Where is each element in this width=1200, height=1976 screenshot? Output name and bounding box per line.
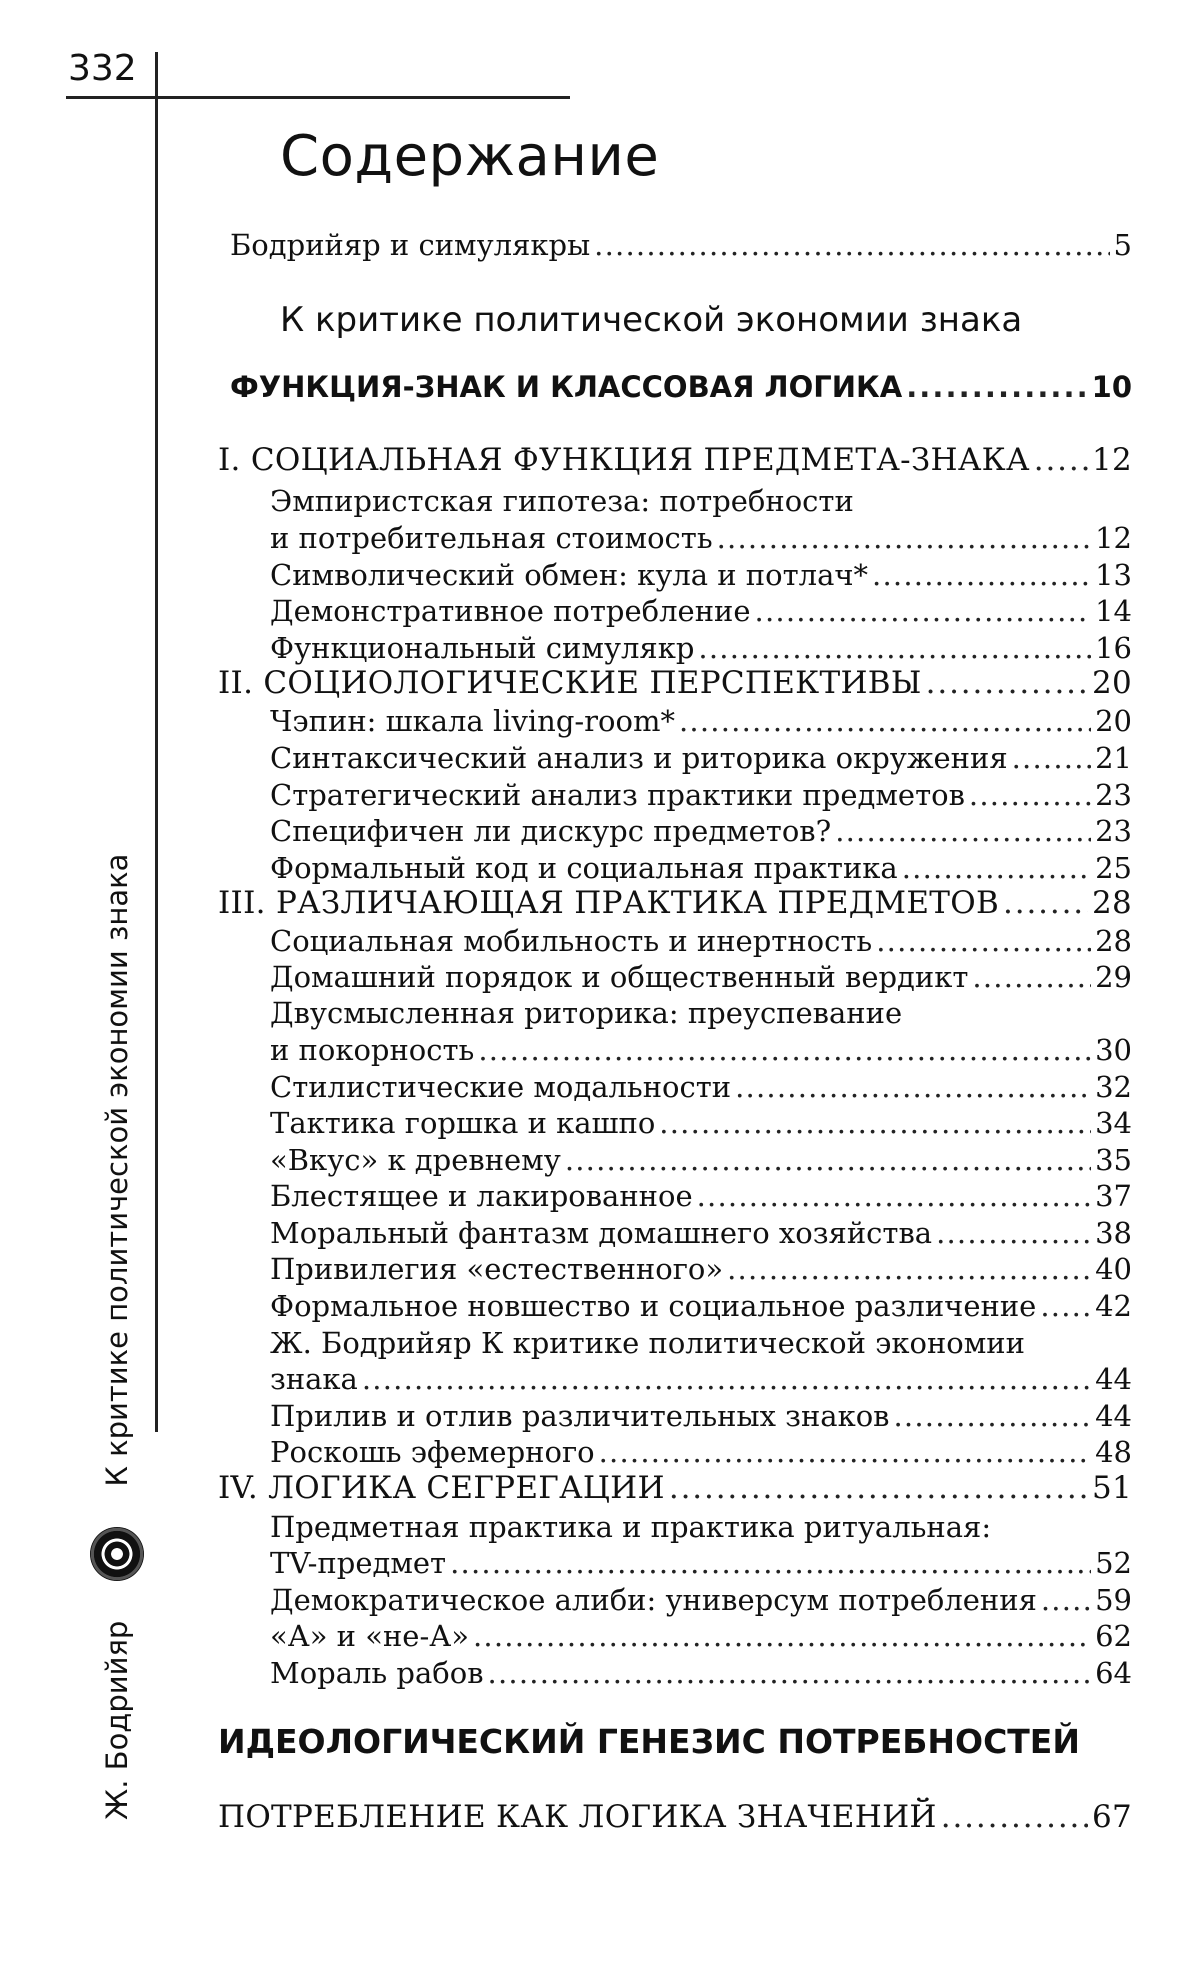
toc-entry-page: 52 [1095,1546,1132,1580]
toc-entry [270,960,1132,994]
toc-entry-page: 42 [1095,1289,1132,1323]
toc-entry [270,1399,1132,1433]
toc-entry-title: Стилистические модальности [270,1070,732,1104]
toc-entry [270,1070,1132,1104]
toc-entry-page: 21 [1095,741,1132,775]
toc-entry-title: Формальный код и социальная практика [270,851,898,885]
toc-entry-page: 30 [1095,1033,1132,1067]
toc-entry [270,1252,1132,1286]
leader-dots [926,666,1088,700]
toc-entry-title: Моральный фантазм домашнего хозяйства [270,1216,933,1250]
toc-entry [270,558,1132,592]
toc-entry-page: 28 [1095,924,1132,958]
toc-entry-title: Функциональный симулякр [270,631,695,665]
leader-dots [872,558,1091,592]
toc-entry-page: 62 [1095,1619,1132,1653]
part-title: К критике политической экономии знака [280,300,1023,340]
toc-entry [218,1722,1080,1761]
toc-entry [270,1033,1132,1067]
page-title: Содержание [280,124,660,189]
toc-entry [270,924,1132,958]
toc-entry [230,370,1132,404]
toc-entry [270,1326,1025,1360]
toc-entry-title: Символический обмен: кула и потлач* [270,558,869,592]
toc-intro-page: 5 [1113,228,1132,262]
leader-dots [1041,1583,1091,1617]
toc-entry-title: ФУНКЦИЯ-ЗНАК И КЛАССОВАЯ ЛОГИКА [230,370,903,404]
toc-entry-title: Двусмысленная риторика: преуспевание [270,996,903,1030]
toc-entry [270,594,1132,628]
toc-entry-title: «А» и «не-А» [270,1619,469,1653]
toc-entry [270,521,1132,555]
toc-entry-title: Предметная практика и практика ритуальная: [270,1510,992,1544]
toc-entry-page: 35 [1095,1143,1132,1177]
toc-entry-title: Домашний порядок и общественный вердикт [270,960,969,994]
toc-entry-title: III. РАЗЛИЧАЮЩАЯ ПРАКТИКА ПРЕДМЕТОВ [218,885,1000,921]
toc-entry [270,1510,991,1544]
toc-entry-page: 48 [1095,1435,1132,1469]
leader-dots [902,851,1091,885]
leader-dots [450,1546,1091,1580]
toc-entry-page: 51 [1091,1470,1132,1506]
leader-dots [727,1252,1091,1286]
leader-dots [1040,1289,1091,1323]
toc-entry-title: и покорность [270,1033,475,1067]
toc-entry-title: и потребительная стоимость [270,521,713,555]
toc-entry [270,1179,1132,1213]
toc-entry [270,484,854,518]
toc-entry [270,1583,1132,1617]
toc-entry-page: 25 [1095,851,1132,885]
toc-entry [218,666,1132,700]
leader-dots [697,1179,1091,1213]
toc-entry-page: 10 [1091,370,1132,404]
leader-dots [894,1399,1092,1433]
leader-dots [698,631,1091,665]
leader-dots [478,1033,1091,1067]
toc-entry [270,996,902,1030]
toc-entry-title: I. СОЦИАЛЬНАЯ ФУНКЦИЯ ПРЕДМЕТА-ЗНАКА [218,442,1030,478]
leader-dots [906,370,1087,404]
toc-entry [270,704,1132,738]
toc-entry-title: II. СОЦИОЛОГИЧЕСКИЕ ПЕРСПЕКТИВЫ [218,665,922,701]
toc-entry-title: ИДЕОЛОГИЧЕСКИЙ ГЕНЕЗИС ПОТРЕБНОСТЕЙ [218,1722,1080,1761]
toc-entry [270,1656,1132,1690]
toc-entry-title: Специфичен ли дискурс предметов? [270,814,832,848]
toc-entry-title: ПОТРЕБЛЕНИЕ КАК ЛОГИКА ЗНАЧЕНИЙ [218,1799,937,1835]
toc-entry [270,1362,1132,1396]
leader-dots [1034,443,1088,477]
toc-entry-page: 20 [1095,704,1132,738]
toc-entry-title: Роскошь эфемерного [270,1435,595,1469]
leader-dots [1012,741,1091,775]
toc-entry-page: 23 [1095,778,1132,812]
toc-entry-page: 67 [1091,1799,1132,1835]
leader-dots [972,960,1091,994]
toc-entry-title: Мораль рабов [270,1656,484,1690]
leader-dots [659,1106,1091,1140]
toc-entry [218,886,1132,920]
toc-entry-page: 13 [1095,558,1132,592]
toc-entry-page: 12 [1091,442,1132,478]
leader-dots [1003,886,1088,920]
toc-entry-title: Чэпин: шкала living-room* [270,704,675,738]
toc-entry-page: 37 [1095,1179,1132,1213]
toc-entry-page: 20 [1091,665,1132,701]
toc-entry-title: Демократическое алиби: универсум потребления [270,1583,1037,1617]
toc-entry [270,1106,1132,1140]
toc-entry [270,1546,1132,1580]
toc-entry-page: 12 [1095,521,1132,555]
toc-entry [270,1289,1132,1323]
toc-intro-text: Бодрийяр и симулякры [230,228,591,262]
leader-dots [717,521,1091,555]
leader-dots [362,1362,1091,1396]
toc-entry-page: 16 [1095,631,1132,665]
leader-dots [936,1216,1091,1250]
toc-entry-title: Привилегия «естественного» [270,1252,724,1286]
leader-dots [755,594,1092,628]
toc-entry-title: Стратегический анализ практики предметов [270,778,965,812]
toc-entry-title: IV. ЛОГИКА СЕГРЕГАЦИИ [218,1470,665,1506]
leader-dots [735,1070,1091,1104]
toc-entry [270,1143,1132,1177]
toc-entry [218,443,1132,477]
spine-author: Ж. Бодрийяр [100,1620,134,1820]
toc-entry [270,1435,1132,1469]
toc-entry-title: Формальное новшество и социальное различение [270,1289,1037,1323]
toc-entry [270,741,1132,775]
toc-entry-page: 32 [1095,1070,1132,1104]
toc-entry [270,631,1132,665]
leader-dots [488,1656,1092,1690]
leader-dots [969,778,1091,812]
toc-entry-title: Синтаксический анализ и риторика окружения [270,741,1008,775]
leader-dots [679,704,1091,738]
toc-entry [270,851,1132,885]
leader-dots [941,1800,1088,1834]
toc-entry-title: Блестящее и лакированное [270,1179,693,1213]
toc-entry-page: 44 [1095,1362,1132,1396]
toc-entry [218,1800,1132,1834]
toc-entry [270,778,1132,812]
leader-dots [876,924,1091,958]
leader-dots [473,1619,1091,1653]
toc-entry-title: Ж. Бодрийяр К критике политической экономии [270,1326,1025,1360]
toc-entry-page: 28 [1091,885,1132,921]
page-number: 332 [68,48,137,89]
toc-entry-title: знака [270,1362,358,1396]
toc-entry-title: «Вкус» к древнему [270,1143,561,1177]
toc-entry-page: 38 [1095,1216,1132,1250]
toc-entry-page: 29 [1095,960,1132,994]
toc-entry-page: 14 [1095,594,1132,628]
toc-entry-page: 40 [1095,1252,1132,1286]
toc-entry-title: Социальная мобильность и инертность [270,924,873,958]
leader-dots [669,1471,1088,1505]
toc-entry-page: 44 [1095,1399,1132,1433]
leader-dots [835,814,1091,848]
toc-entry-page: 23 [1095,814,1132,848]
toc-entry-page: 34 [1095,1106,1132,1140]
toc-entry [270,1216,1132,1250]
leader-dots [599,1435,1092,1469]
spine-book-title: К критике политической экономии знака [100,853,134,1487]
toc-entry-title: TV-предмет [270,1546,447,1580]
toc-entry-title: Эмпиристская гипотеза: потребности [270,484,854,518]
toc-entry [218,1471,1132,1505]
toc-entry-title: Тактика горшка и кашпо [270,1106,656,1140]
leader-dots [565,1143,1091,1177]
toc-entry-title: Демонстративное потребление [270,594,751,628]
toc-entry [270,1619,1132,1653]
toc-entry-page: 64 [1095,1656,1132,1690]
toc-entry [270,814,1132,848]
toc-entry-page: 59 [1095,1583,1132,1617]
toc-entry-title: Прилив и отлив различительных знаков [270,1399,890,1433]
